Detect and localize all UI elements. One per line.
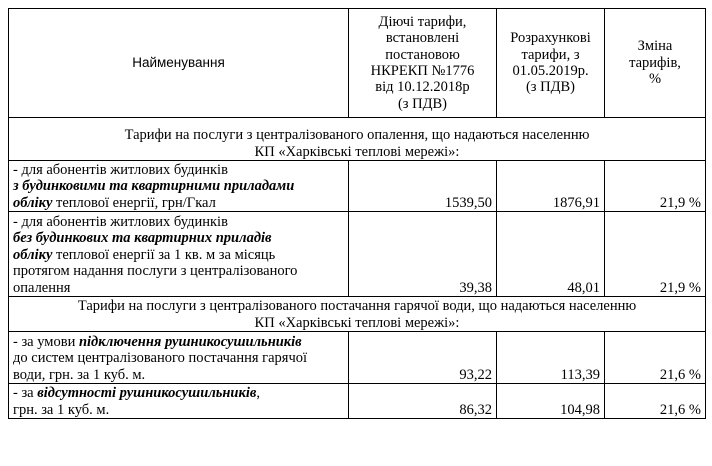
table-header-row xyxy=(9,9,706,118)
section-hot-water-title xyxy=(9,297,706,332)
header-change xyxy=(605,9,706,118)
section-title-line: КП «Харківські теплові мережі»: xyxy=(254,314,460,331)
row-text-line: - для абонентів житлових будинків xyxy=(13,213,228,230)
row-description xyxy=(9,384,349,419)
header-change-line: тарифів, xyxy=(629,54,681,71)
header-current-line: Діючі тарифи, xyxy=(378,13,467,30)
table-row xyxy=(9,212,706,297)
row-text-line: без будинкових та квартирних приладів xyxy=(13,230,272,247)
row-text-line xyxy=(13,334,344,350)
row-text-emphasis: відсутності рушникосушильників xyxy=(37,385,257,402)
row-text-line xyxy=(13,195,344,211)
header-calc-line: Розрахункові xyxy=(510,30,591,47)
row-description xyxy=(9,212,349,297)
header-calc-line: тарифи, з xyxy=(521,46,580,63)
row-text-line xyxy=(13,247,344,263)
current-tariff-cell: 93,22 xyxy=(349,332,497,384)
row-text-emphasis: обліку xyxy=(13,246,53,263)
header-current-line: постановою xyxy=(385,46,460,63)
header-change-line: Зміна xyxy=(637,38,673,55)
change-cell: 21,6 % xyxy=(605,332,706,384)
header-current-line: (з ПДВ) xyxy=(397,95,448,112)
section-heating-title xyxy=(9,118,706,161)
row-text-line: з будинковими та квартирними приладами xyxy=(13,178,295,195)
table-row xyxy=(9,384,706,419)
header-calc-line: (з ПДВ) xyxy=(525,79,576,96)
section-heating-row xyxy=(9,118,706,161)
row-text-line: води, грн. за 1 куб. м. xyxy=(13,366,146,383)
header-current-line: НКРЕКП №1776 xyxy=(370,63,475,79)
row-text-emphasis: підключення рушникосушильників xyxy=(78,333,302,350)
header-current-tariffs xyxy=(349,9,497,118)
header-current-line: встановлені xyxy=(385,30,460,47)
change-cell: 21,9 % xyxy=(605,161,706,212)
header-name-text: Найменування xyxy=(132,54,225,70)
row-text-rest: теплової енергії за 1 кв. м за місяць xyxy=(52,246,276,263)
header-name xyxy=(9,9,349,118)
section-title-line: Тарифи на послуги з централізованого постачання гарячої води, що надаються населенню xyxy=(77,298,637,315)
row-text-line xyxy=(13,385,344,401)
row-text-rest: - за умови xyxy=(13,333,79,350)
header-calc-tariffs xyxy=(497,9,605,118)
row-text-emphasis: обліку xyxy=(13,194,53,211)
section-title-line: КП «Харківські теплові мережі»: xyxy=(254,143,460,160)
row-text-rest: - за xyxy=(13,385,38,402)
calc-tariff-cell: 104,98 xyxy=(497,384,605,419)
row-text-line: грн. за 1 куб. м. xyxy=(13,401,110,418)
row-text-line: протягом надання послуги з централізованого xyxy=(13,263,298,280)
section-title-line: Тарифи на послуги з централізованого опалення, що надаються населенню xyxy=(124,127,590,144)
current-tariff-cell: 1539,50 xyxy=(349,161,497,212)
row-text-rest: теплової енергії, грн/Гкал xyxy=(52,194,216,211)
row-text-line: - для абонентів житлових будинків xyxy=(13,161,228,178)
calc-tariff-cell: 48,01 xyxy=(497,212,605,297)
row-text-rest: , xyxy=(256,385,260,402)
change-cell: 21,9 % xyxy=(605,212,706,297)
section-hot-water-row xyxy=(9,297,706,332)
header-change-line: % xyxy=(648,71,662,88)
table-row xyxy=(9,161,706,212)
calc-tariff-cell: 113,39 xyxy=(497,332,605,384)
table-row xyxy=(9,332,706,384)
row-description xyxy=(9,161,349,212)
row-text-line: до систем централізованого постачання гарячої xyxy=(13,350,308,367)
tariff-table xyxy=(8,8,706,419)
row-text-line: опалення xyxy=(13,279,71,296)
row-description xyxy=(9,332,349,384)
calc-tariff-cell: 1876,91 xyxy=(497,161,605,212)
current-tariff-cell: 39,38 xyxy=(349,212,497,297)
change-cell: 21,6 % xyxy=(605,384,706,419)
current-tariff-cell: 86,32 xyxy=(349,384,497,419)
header-calc-line: 01.05.2019р. xyxy=(512,63,589,79)
header-current-line: від 10.12.2018р xyxy=(375,79,470,96)
